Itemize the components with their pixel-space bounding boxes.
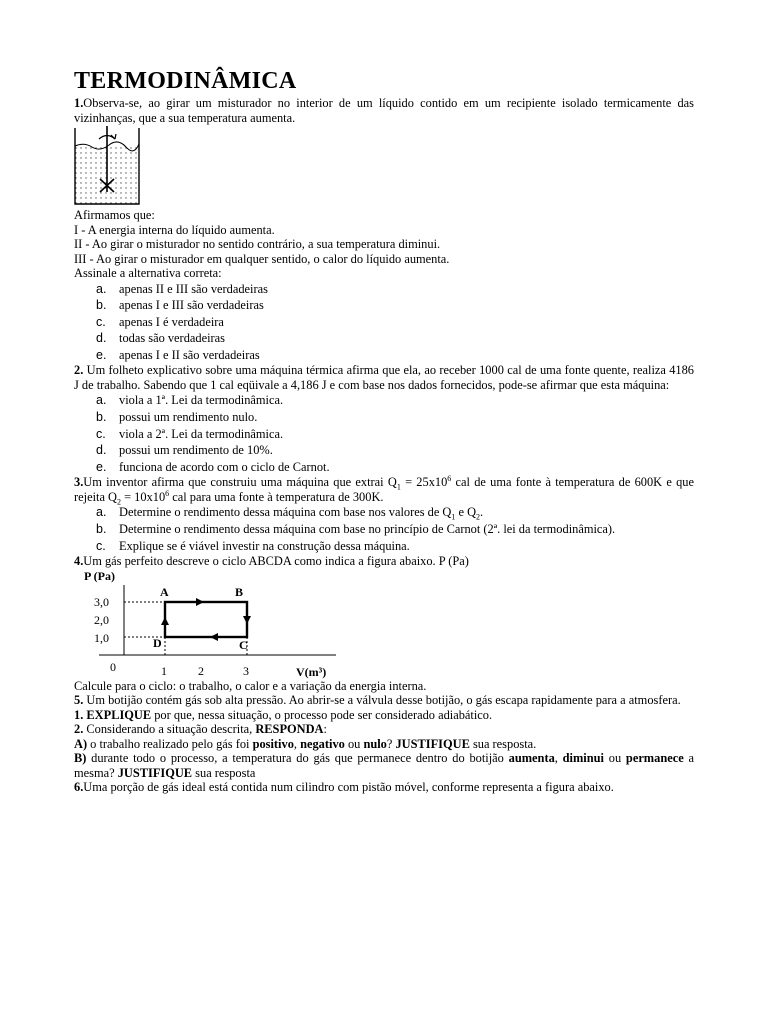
q1-prompt: Assinale a alternativa correta: [74, 266, 222, 280]
option-letter: b. [96, 410, 107, 425]
point-label-c: C [239, 637, 248, 652]
pv-diagram [74, 569, 694, 679]
text-run: ou [603, 751, 626, 766]
option-item[interactable] [96, 297, 694, 314]
text-run: o trabalho realizado pelo gás foi [87, 736, 253, 751]
question-1-text [74, 96, 694, 125]
question-2-text [74, 363, 694, 392]
option-text: apenas I é verdadeira [119, 314, 224, 329]
q4-after: Calcule para o ciclo: o trabalho, o calor e a variação da energia interna. [74, 678, 427, 693]
bold-run: permanece [625, 751, 684, 766]
text-run: sua resposta [192, 765, 256, 780]
q1-statement: I - A energia interna do líquido aumenta. [74, 222, 275, 237]
subscript: 1 [451, 512, 456, 522]
x-tick-label: 3 [243, 663, 249, 678]
option-text: apenas I e II são verdadeiras [119, 347, 260, 362]
y-axis-label: P (Pa) [84, 568, 115, 583]
option-item[interactable] [96, 521, 694, 538]
text-run: ? [386, 736, 396, 751]
q1-statement: II - Ao girar o misturador no sentido contrário, a sua temperatura diminui. [74, 237, 441, 251]
q5-item-1 [74, 708, 694, 723]
text-run: cal de uma fonte à temperatura de 600K e que rejeita Q [74, 475, 694, 504]
text-run: Considerando a situação descrita, [83, 722, 256, 737]
direction-arrow-bc [243, 616, 251, 624]
text-run: ou [344, 736, 364, 751]
bold-run: nulo [363, 736, 387, 751]
bold-run: diminui [562, 751, 604, 766]
option-text: viola a 2ª. Lei da termodinâmica. [119, 426, 284, 441]
question-4-text [74, 554, 694, 569]
item-label: A) [74, 736, 88, 751]
q1-options [74, 281, 694, 364]
text-run: = 25x10 [400, 475, 448, 490]
option-letter: d. [96, 443, 107, 458]
option-item[interactable] [96, 281, 694, 298]
q1-intro: Afirmamos que: [74, 208, 155, 222]
text-run: por que, nessa situação, o processo pode ser considerado adiabático. [151, 707, 493, 722]
option-item[interactable] [96, 409, 694, 426]
option-text: funciona de acordo com o ciclo de Carnot. [119, 459, 330, 474]
subscript: 1 [396, 482, 401, 492]
question-number: 2. [74, 363, 84, 378]
text-run: : [323, 722, 327, 737]
question-number: 6. [74, 780, 84, 795]
q5-item-a [74, 737, 694, 752]
pv-cycle-graph [74, 569, 354, 679]
text-run: cal para uma fonte à temperatura de 300K. [169, 489, 384, 504]
x-tick-label: 1 [161, 663, 167, 678]
rotation-arrowhead [111, 134, 116, 139]
option-letter: a. [96, 281, 107, 296]
option-item[interactable] [96, 538, 694, 555]
option-letter: a. [96, 393, 107, 408]
q2-options [74, 392, 694, 475]
page-title: TERMODINÂMICA [74, 68, 297, 94]
option-letter: e. [96, 459, 107, 474]
option-item[interactable] [96, 314, 694, 331]
bold-run: negativo [300, 736, 345, 751]
direction-arrow-da [161, 617, 169, 625]
y-tick-label: 3,0 [94, 594, 109, 609]
bold-run: JUSTIFIQUE [117, 765, 193, 780]
x-axis-label: V(m³) [296, 664, 327, 679]
option-text: Explique se é viável investir na construção dessa máquina. [119, 538, 410, 553]
q3-options [74, 504, 694, 554]
item-number: 1. [74, 707, 84, 722]
mixer-container-illustration [74, 126, 144, 206]
y-tick-label: 1,0 [94, 630, 109, 645]
bold-run: positivo [252, 736, 294, 751]
y-tick-label: 2,0 [94, 612, 109, 627]
option-letter: c. [96, 538, 106, 553]
option-text: Determine o rendimento dessa máquina com base nos valores de Q [119, 505, 452, 520]
option-item[interactable] [96, 442, 694, 459]
item-number: 2. [74, 722, 84, 737]
option-text: apenas I e III são verdadeiras [119, 298, 264, 313]
cycle-path [165, 602, 247, 637]
option-item[interactable] [96, 347, 694, 364]
superscript: 6 [447, 474, 452, 484]
option-item[interactable] [96, 459, 694, 476]
option-item[interactable] [96, 330, 694, 347]
bold-run: RESPONDA [255, 722, 324, 737]
option-letter: c. [96, 314, 106, 329]
document-page [74, 66, 694, 795]
text-run: = 10x10 [121, 489, 166, 504]
mixer-figure [74, 126, 694, 206]
text-run: e Q [455, 505, 477, 520]
point-label-b: B [235, 584, 244, 599]
option-text: possui um rendimento nulo. [119, 410, 258, 425]
question-body: Um botijão contém gás sob alta pressão. Ao abrir-se a válvula desse botijão, o gás escapa rapidamente para a atmosfera. [83, 693, 681, 708]
text-run: sua resposta. [469, 736, 537, 751]
option-text: apenas II e III são verdadeiras [119, 281, 268, 296]
option-letter: c. [96, 426, 106, 441]
bold-run: EXPLIQUE [86, 707, 152, 722]
option-text: todas são verdadeiras [119, 331, 225, 346]
question-number: 5. [74, 693, 84, 708]
option-text: viola a 1ª. Lei da termodinâmica. [119, 393, 284, 408]
option-item[interactable] [96, 392, 694, 409]
option-letter: a. [96, 505, 107, 520]
q5-item-2 [74, 722, 694, 737]
question-3-text [74, 474, 694, 507]
option-text: Determine o rendimento dessa máquina com base no princípio de Carnot (2ª. lei da termodinâmica). [119, 522, 616, 537]
subscript: 2 [476, 512, 481, 522]
item-label: B) [74, 751, 87, 766]
question-body: Uma porção de gás ideal está contida num cilindro com pistão móvel, conforme representa a figura abaixo. [83, 780, 614, 795]
point-label-a: A [160, 584, 169, 599]
option-letter: b. [96, 522, 107, 537]
option-text: possui um rendimento de 10%. [119, 443, 273, 458]
question-number: 3. [74, 475, 84, 490]
text-run: a mesma? [74, 751, 694, 780]
superscript: 6 [165, 488, 170, 498]
direction-arrow-cd [210, 633, 218, 641]
question-number: 4. [74, 554, 84, 569]
text-run: durante todo o processo, a temperatura do gás que permanece dentro do botijão [86, 751, 509, 766]
x-tick-label: 2 [198, 663, 204, 678]
question-6-text [74, 780, 694, 795]
text-run: , [554, 751, 563, 766]
option-letter: e. [96, 347, 107, 362]
option-item[interactable] [96, 504, 694, 521]
subscript: 2 [117, 497, 121, 507]
text-run: . [480, 505, 484, 520]
question-5-text [74, 693, 694, 708]
direction-arrow-ab [196, 598, 204, 606]
option-item[interactable] [96, 426, 694, 443]
question-body: Observa-se, ao girar um misturador no interior de um líquido contido em um recipiente isolado termicamente das vizinhanças, que a sua temperatura aumenta. [74, 96, 694, 125]
point-label-d: D [153, 635, 162, 650]
q5-item-b [74, 751, 694, 780]
bold-run: JUSTIFIQUE [395, 736, 470, 751]
question-body: Um gás perfeito descreve o ciclo ABCDA como indica a figura abaixo. P (Pa) [83, 554, 469, 569]
question-body: Um folheto explicativo sobre uma máquina térmica afirma que ela, ao receber 1000 cal de uma fonte quente, realiza 4186 J de trabalho. Sabendo que 1 cal eqüivale a 4,186 J e com base nos dados fornecidos, pode-se afirmar que esta máquina: [74, 363, 694, 392]
x-tick-label: 0 [110, 659, 116, 674]
text-run: , [293, 736, 301, 751]
option-letter: d. [96, 331, 107, 346]
question-number: 1. [74, 96, 84, 110]
text-run: Um inventor afirma que construiu uma máquina que extrai Q [83, 475, 397, 490]
bold-run: aumenta [508, 751, 555, 766]
q1-statement: III - Ao girar o misturador em qualquer sentido, o calor do líquido aumenta. [74, 251, 450, 266]
option-letter: b. [96, 298, 107, 313]
